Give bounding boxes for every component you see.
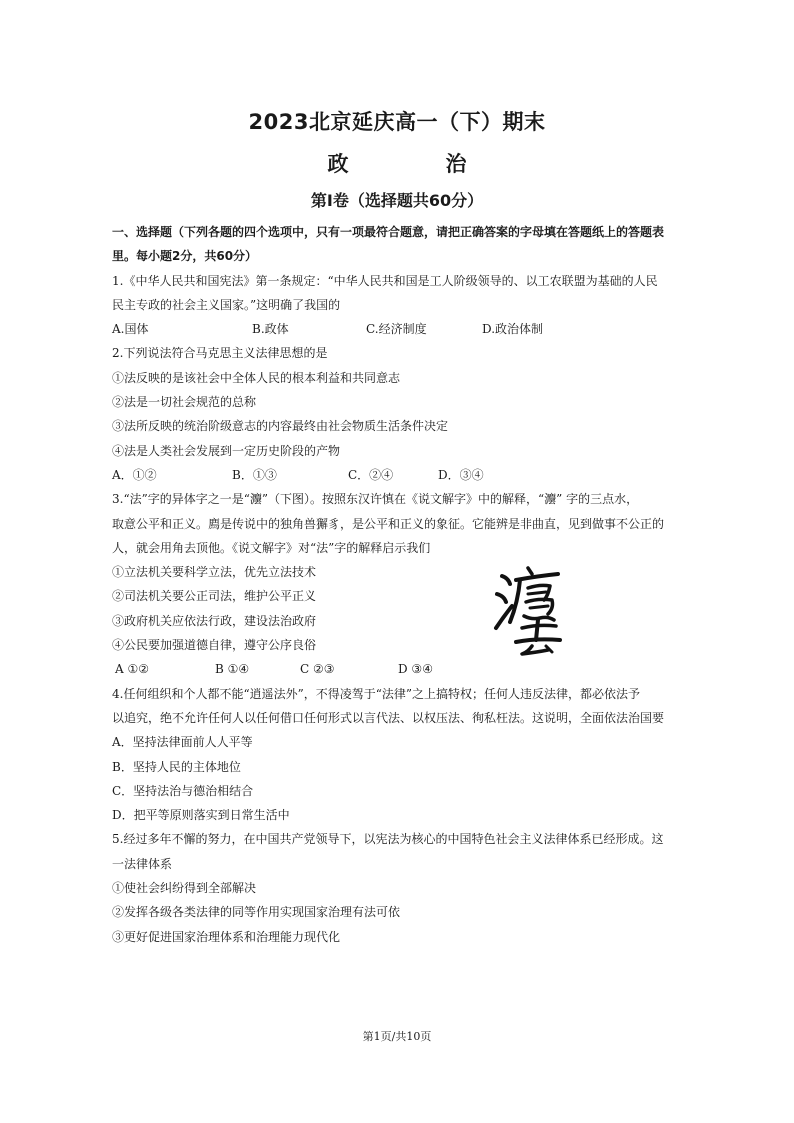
q3-item-4: ④公民要加强道德自律，遵守公序良俗 xyxy=(112,638,317,653)
q2-options xyxy=(112,463,686,487)
q1-option-c: C.经济制度 xyxy=(366,322,427,337)
q2-stem: 2.下列说法符合马克思主义法律思想的是 xyxy=(112,346,328,361)
q5-stem-2: 一法律体系 xyxy=(112,856,173,871)
q4-stem-1: 4.任何组织和个人都不能“逍遥法外”，不得凌驾于“法律”之上搞特权；任何人违反法律，都必依法予 xyxy=(112,686,640,701)
q3-item-2: ②司法机关要公正司法，维护公平正义 xyxy=(112,589,317,604)
q2-item-1: ①法反映的是该社会中全体人民的根本利益和共同意志 xyxy=(112,370,401,385)
q3-option-c: C ②③ xyxy=(300,662,335,677)
q2-item-2: ②法是一切社会规范的总称 xyxy=(112,395,257,410)
q1-option-d: D.政治体制 xyxy=(482,322,544,337)
q1-options xyxy=(112,317,686,341)
q3-option-d: D ③④ xyxy=(398,662,433,677)
q5-item-3: ③更好促进国家治理体系和治理能力现代化 xyxy=(112,929,341,944)
instructions-line-1: 一、选择题（下列各题的四个选项中，只有一项最符合题意，请把正确答案的字母填在答题纸上的答题表 xyxy=(112,225,665,239)
q3-options xyxy=(112,657,686,681)
section-heading: 第Ⅰ卷（选择题共60分） xyxy=(310,191,484,210)
q4-stem-2: 以追究，绝不允许任何人以任何借口任何形式以言代法、以权压法、徇私枉法。这说明，全面依法治国要 xyxy=(112,710,665,725)
q1-stem-2: 民主专政的社会主义国家。”这明确了我国的 xyxy=(112,297,341,312)
q3-option-b: B ①④ xyxy=(215,662,250,677)
fa-variant-calligraphy-image xyxy=(488,562,568,658)
q2-item-3: ③法所反映的统治阶级意志的内容最终由社会物质生活条件决定 xyxy=(112,419,449,434)
q4-option-d: D．把平等原则落实到日常生活中 xyxy=(112,808,290,823)
q3-stem-3: 人，就会用角去顶他。《说文解字》对“法”字的解释启示我们 xyxy=(112,540,431,555)
q3-stem-1: 3.“法”字的异体字之一是“灋”（下图）。按照东汉许慎在《说文解字》中的解释，“灋” 字的三点水， xyxy=(112,492,639,507)
exam-title: 2023北京延庆高一（下）期末 xyxy=(248,110,546,134)
q1-option-a: A.国体 xyxy=(112,322,149,337)
q3-option-a: A ①② xyxy=(115,662,149,677)
q5-stem-1: 5.经过多年不懈的努力，在中国共产党领导下，以宪法为核心的中国特色社会主义法律体系已经形成。这 xyxy=(112,832,664,847)
q4-option-a: A．坚持法律面前人人平等 xyxy=(112,735,253,750)
q5-item-1: ①使社会纠纷得到全部解决 xyxy=(112,881,257,896)
q4-option-b: B．坚持人民的主体地位 xyxy=(112,759,241,774)
q2-option-d: D．③④ xyxy=(438,467,484,482)
question-body xyxy=(112,220,686,949)
instructions-line-2: 里。每小题2分，共60分） xyxy=(112,249,258,264)
q2-option-c: C．②④ xyxy=(348,467,394,482)
q1-option-b: B.政体 xyxy=(252,322,289,337)
page-number: 第1页/共10页 xyxy=(362,1030,432,1043)
q2-item-4: ④法是人类社会发展到一定历史阶段的产物 xyxy=(112,443,341,458)
q3-stem-2: 取意公平和正义。廌是传说中的独角兽獬豸，是公平和正义的象征。它能辨是非曲直，见到做事不公正的 xyxy=(112,516,665,531)
q1-stem-1: 1.《中华人民共和国宪法》第一条规定：“中华人民共和国是工人阶级领导的、以工农联盟为基础的人民 xyxy=(112,273,658,288)
q4-option-c: C．坚持法治与德治相结合 xyxy=(112,783,254,798)
q3-item-1: ①立法机关要科学立法，优先立法技术 xyxy=(112,565,317,580)
q3-item-3: ③政府机关应依法行政，建设法治政府 xyxy=(112,613,317,628)
subject-title: 政 治 xyxy=(327,152,505,176)
q2-option-a: A．①② xyxy=(112,467,157,482)
q2-option-b: B．①③ xyxy=(232,467,277,482)
q5-item-2: ②发挥各级各类法律的同等作用实现国家治理有法可依 xyxy=(112,905,401,920)
